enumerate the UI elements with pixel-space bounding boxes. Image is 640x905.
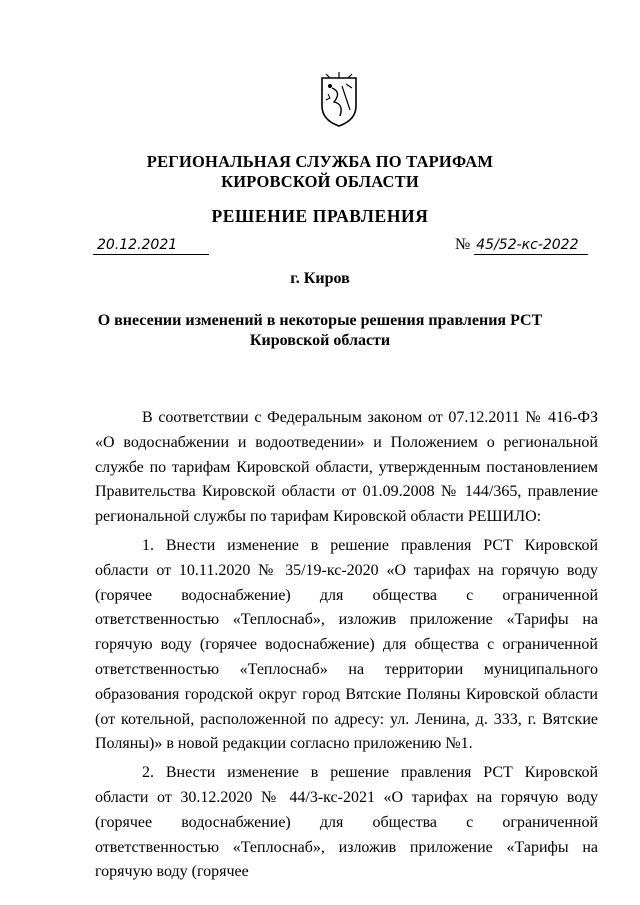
subject-line-1: О внесении изменений в некоторые решения правления РСТ <box>97 312 543 329</box>
subject-line-2: Кировской области <box>249 332 391 349</box>
decision-number <box>455 236 588 255</box>
document-type: РЕШЕНИЕ ПРАВЛЕНИЯ <box>211 206 429 226</box>
paragraph-preamble: В соответствии с Федеральным законом от 07.12.2011 № 416-ФЗ «О водоснабжении и водоотведении» и Положением о региональной службе по тарифам Кировской области, утвержденным постановлением Правительства Кировской области от 01.09.2008 № 144/365, правление региональной службы по тарифам Кировской области РЕШИЛО: <box>95 409 598 526</box>
number-sign: № <box>455 236 471 253</box>
org-line-2: КИРОВСКОЙ ОБЛАСТИ <box>221 172 419 191</box>
number-value: 45/52-кс-2022 <box>474 236 588 255</box>
decision-date: 20.12.2021 <box>93 236 209 255</box>
document-body <box>95 406 598 885</box>
coat-of-arms-emblem <box>318 72 360 128</box>
paragraph-item-1: 1. Внести изменение в решение правления РСТ Кировской области от 10.11.2020 № 35/19-кс-2020 «О тарифах на горячую воду (горячее водоснабжение) для общества с ограниченной ответственностью «Теплоснаб», изложив приложение «Тарифы на горячую воду (горячее водоснабжение) для общества с ограниченной ответственностью «Теплоснаб» на территории муниципального образования городской округ город Вятские Поляны Кировской области (от котельной, расположенной по адресу: ул. Ленина, д. 333, г. Вятские Поляны)» в новой редакции согласно приложению №1. <box>95 536 598 753</box>
document-subject <box>0 311 640 351</box>
org-line-1: РЕГИОНАЛЬНАЯ СЛУЖБА ПО ТАРИФАМ <box>146 152 494 171</box>
paragraph-item-2: 2. Внести изменение в решение правления РСТ Кировской области от 30.12.2020 № 44/3-кс-2021 «О тарифах на горячую воду (горячее водоснабжение) для общества с ограниченной ответственностью «Теплоснаб», изложив приложение «Тарифы на горячую воду (горячее <box>95 764 598 881</box>
organization-name <box>0 152 640 192</box>
city: г. Киров <box>290 270 350 287</box>
